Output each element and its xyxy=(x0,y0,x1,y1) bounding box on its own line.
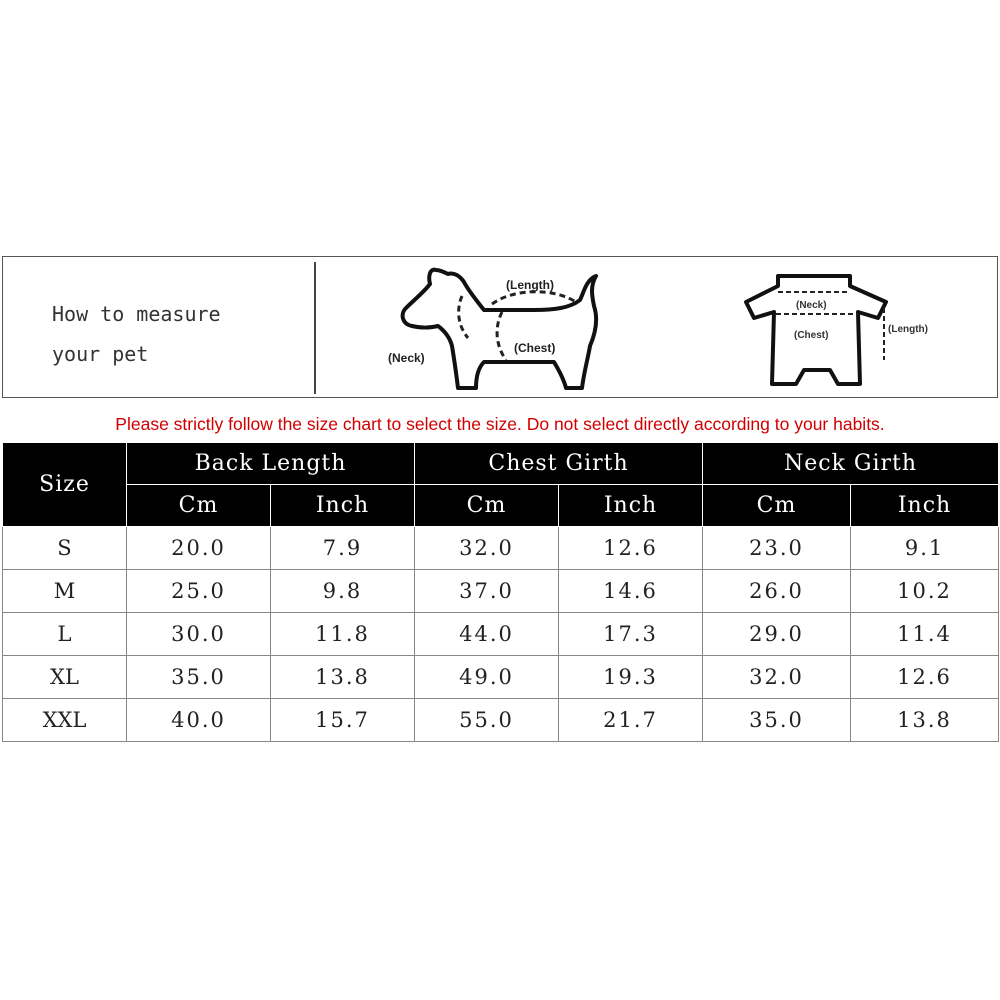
dog-measure-diagram xyxy=(384,262,634,394)
table-cell: 35.0 xyxy=(703,699,851,742)
size-cell: XXL xyxy=(3,699,127,742)
panel-divider xyxy=(314,262,316,394)
table-cell: 9.1 xyxy=(851,527,999,570)
size-cell: XL xyxy=(3,656,127,699)
table-cell: 12.6 xyxy=(851,656,999,699)
clothing-measure-diagram xyxy=(738,262,958,394)
table-cell: 55.0 xyxy=(415,699,559,742)
neck-girth-header: Neck Girth xyxy=(703,443,999,485)
table-cell: 30.0 xyxy=(127,613,271,656)
table-cell: 11.4 xyxy=(851,613,999,656)
dog-neck-label: (Neck) xyxy=(388,351,425,365)
how-to-line-2: your pet xyxy=(52,342,149,366)
table-cell: 25.0 xyxy=(127,570,271,613)
table-cell: 11.8 xyxy=(271,613,415,656)
table-cell: 12.6 xyxy=(559,527,703,570)
table-cell: 21.7 xyxy=(559,699,703,742)
table-row xyxy=(3,527,999,570)
table-cell: 40.0 xyxy=(127,699,271,742)
table-cell: 49.0 xyxy=(415,656,559,699)
unit-header: Cm xyxy=(703,485,851,527)
clothing-length-label: (Length) xyxy=(888,324,928,335)
unit-header: Inch xyxy=(559,485,703,527)
table-cell: 13.8 xyxy=(271,656,415,699)
clothing-neck-label: (Neck) xyxy=(796,300,827,311)
table-cell: 10.2 xyxy=(851,570,999,613)
unit-header: Inch xyxy=(851,485,999,527)
table-row xyxy=(3,699,999,742)
size-cell: L xyxy=(3,613,127,656)
table-cell: 13.8 xyxy=(851,699,999,742)
size-selection-notice: Please strictly follow the size chart to select the size. Do not select directly according to your habits. xyxy=(115,414,885,434)
unit-header: Cm xyxy=(415,485,559,527)
table-cell: 37.0 xyxy=(415,570,559,613)
size-header: Size xyxy=(3,443,127,527)
how-to-measure-text xyxy=(52,294,312,374)
dog-length-label: (Length) xyxy=(506,278,554,292)
table-cell: 14.6 xyxy=(559,570,703,613)
table-cell: 7.9 xyxy=(271,527,415,570)
how-to-line-1: How to measure xyxy=(52,302,221,326)
table-cell: 15.7 xyxy=(271,699,415,742)
dog-chest-label: (Chest) xyxy=(514,341,556,355)
table-cell: 44.0 xyxy=(415,613,559,656)
table-cell: 26.0 xyxy=(703,570,851,613)
size-chart-table xyxy=(2,442,999,742)
length-dashed-line xyxy=(492,292,576,304)
table-cell: 35.0 xyxy=(127,656,271,699)
size-cell: M xyxy=(3,570,127,613)
table-cell: 9.8 xyxy=(271,570,415,613)
table-row xyxy=(3,613,999,656)
back-length-header: Back Length xyxy=(127,443,415,485)
unit-header: Cm xyxy=(127,485,271,527)
clothing-chest-label: (Chest) xyxy=(794,330,829,341)
table-row xyxy=(3,656,999,699)
table-cell: 32.0 xyxy=(415,527,559,570)
table-cell: 32.0 xyxy=(703,656,851,699)
table-cell: 19.3 xyxy=(559,656,703,699)
chest-girth-header: Chest Girth xyxy=(415,443,703,485)
dog-silhouette xyxy=(403,270,596,388)
table-row xyxy=(3,570,999,613)
unit-header: Inch xyxy=(271,485,415,527)
table-cell: 20.0 xyxy=(127,527,271,570)
table-cell: 23.0 xyxy=(703,527,851,570)
table-cell: 17.3 xyxy=(559,613,703,656)
size-cell: S xyxy=(3,527,127,570)
table-cell: 29.0 xyxy=(703,613,851,656)
